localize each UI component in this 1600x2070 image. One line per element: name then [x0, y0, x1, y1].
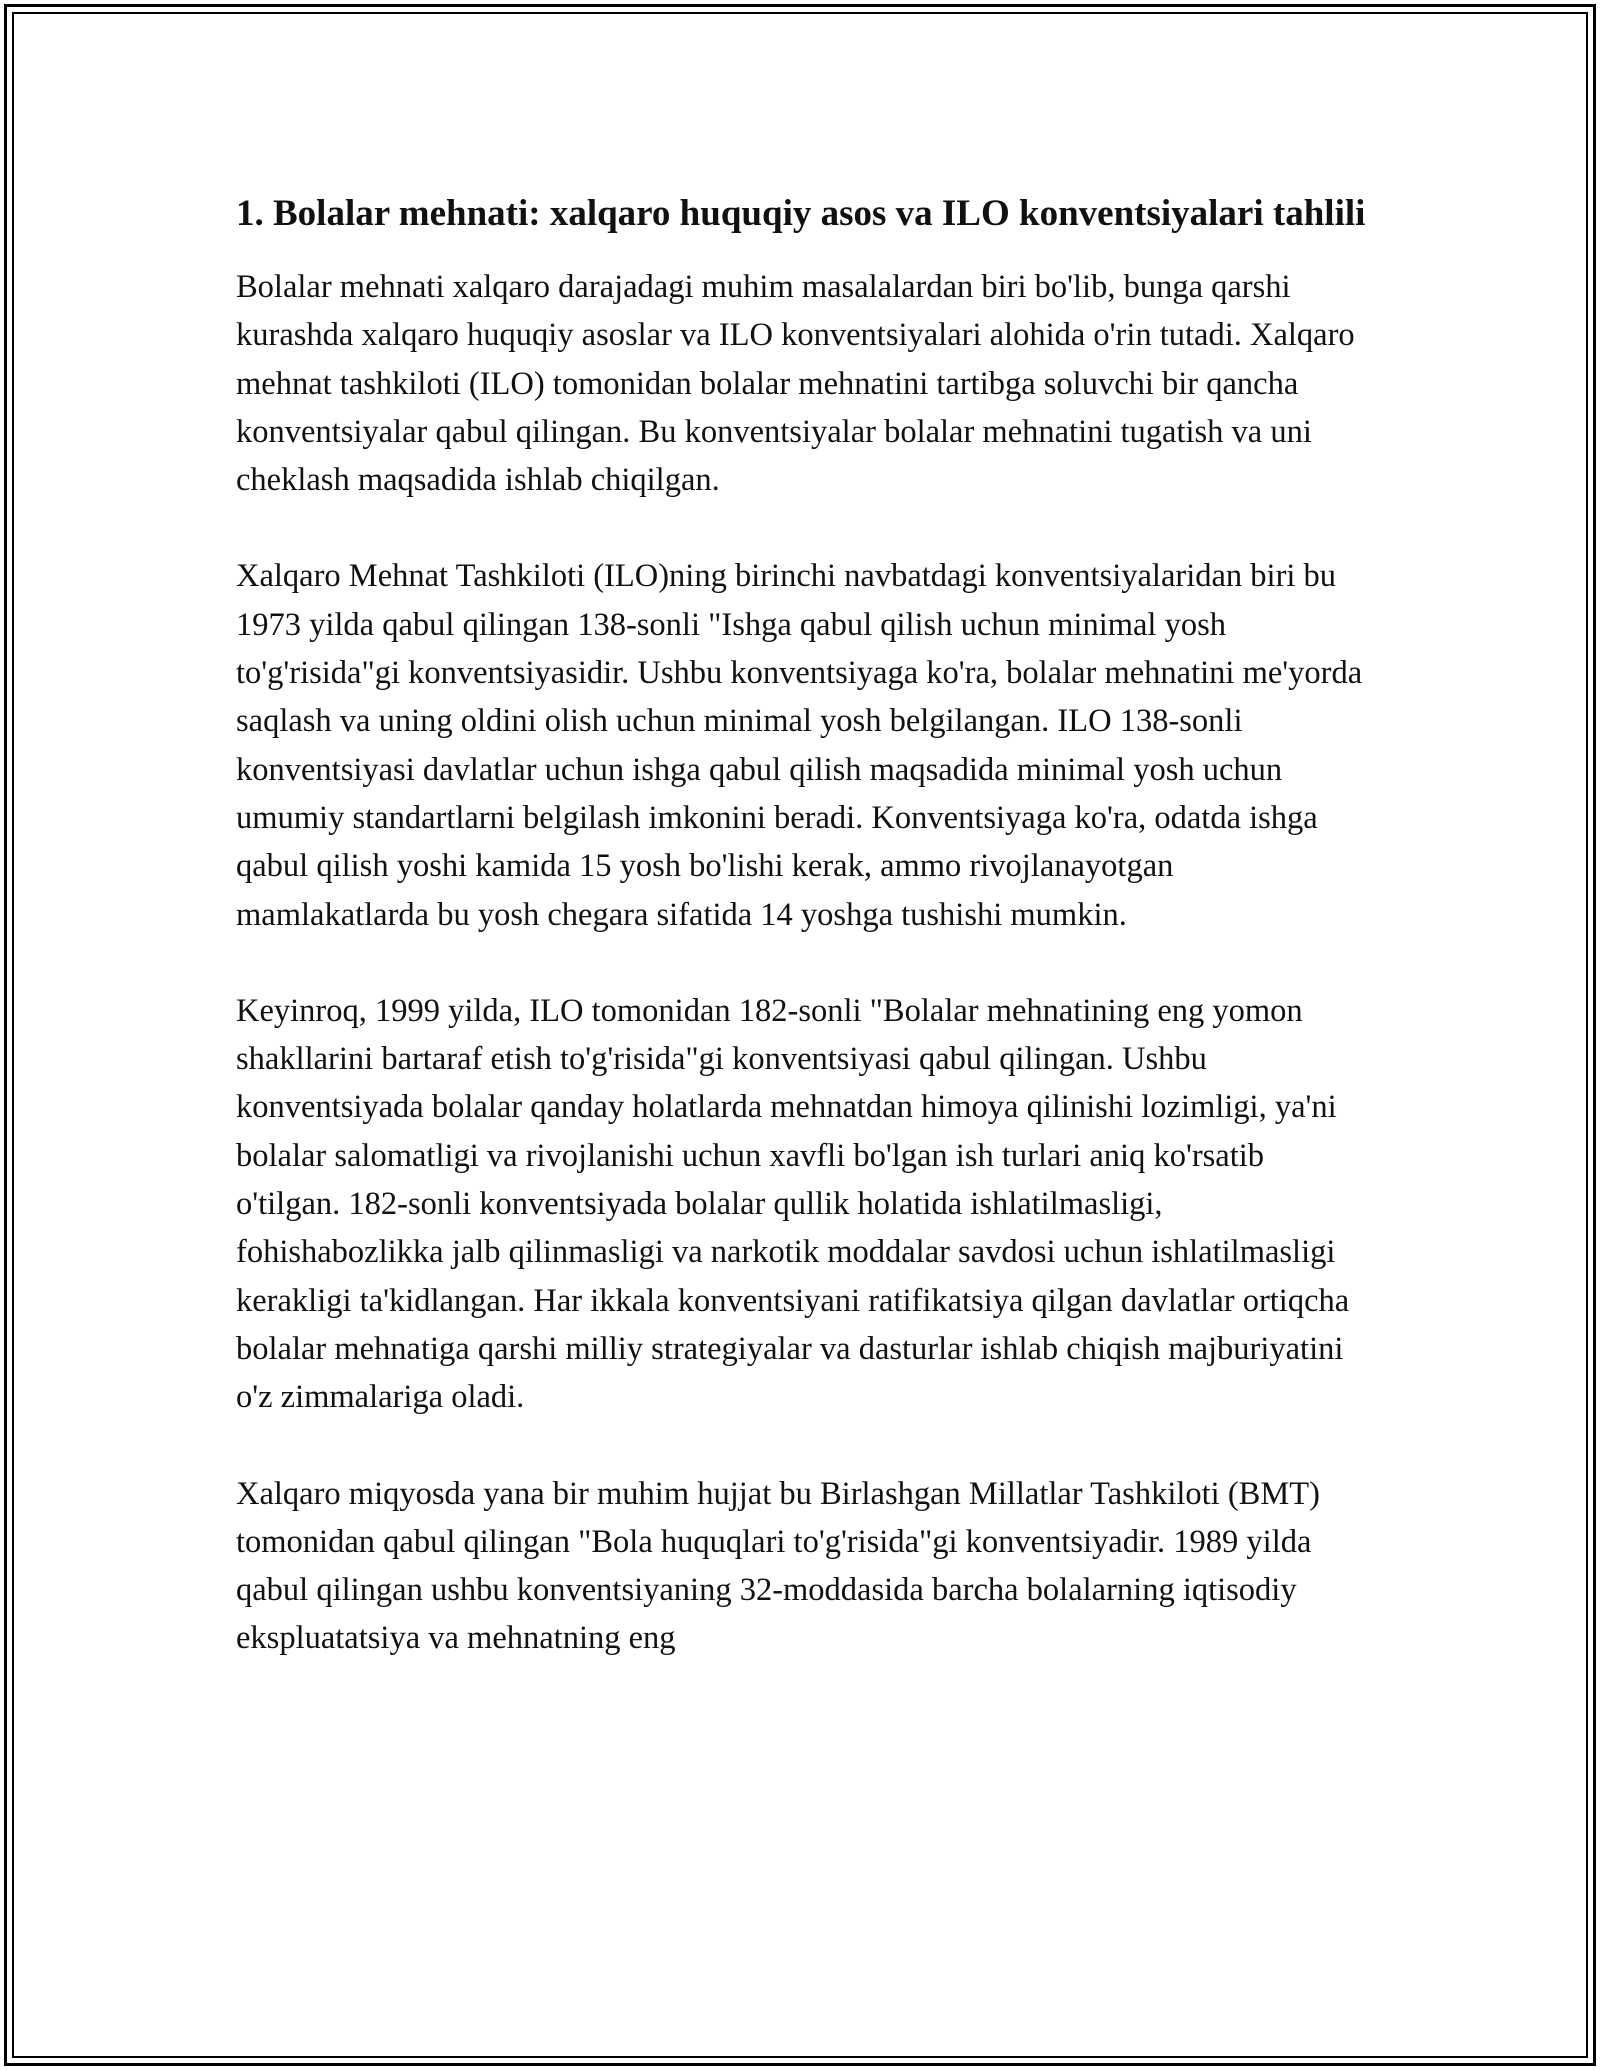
paragraph-1: Bolalar mehnati xalqaro darajadagi muhim masalalardan biri bo'lib, bunga qarshi kurashda xalqaro huquqiy asoslar va ILO konventsiyalari alohida o'rin tutadi. Xalqaro mehnat tashkiloti (ILO) tomonidan bolalar mehnatini tartibga soluvchi bir qancha konventsiyalar qabul qilingan. Bu konventsiyalar bolalar mehnatini tugatish va uni cheklash maqsadida ishlab chiqilgan.: [236, 269, 1355, 499]
document-body: [236, 186, 1366, 1711]
paragraph-3: Keyinroq, 1999 yilda, ILO tomonidan 182-sonli "Bolalar mehnatining eng yomon shakllarini bartaraf etish to'g'risida"gi konventsiyasi qabul qilingan. Ushbu konventsiyada bolalar qanday holatlarda mehnatdan himoya qilinishi lozimligi, ya'ni bolalar salomatligi va rivojlanishi uchun xavfli bo'lgan ish turlari aniq ko'rsatib o'tilgan. 182-sonli konventsiyada bolalar qullik holatida ishlatilmasligi, fohishabozlikka jalb qilinmasligi va narkotik moddalar savdosi uchun ishlatilmasligi kerakligi ta'kidlangan. Har ikkala konventsiyani ratifikatsiya qilgan davlatlar ortiqcha bolalar mehnatiga qarshi milliy strategiyalar va dasturlar ishlab chiqish majburiyatini o'z zimmalariga oladi.: [236, 992, 1350, 1416]
section-heading: 1. Bolalar mehnati: xalqaro huquqiy asos va ILO konventsiyalari tahlili: [236, 193, 1366, 234]
paragraph-4: Xalqaro miqyosda yana bir muhim hujjat bu Birlashgan Millatlar Tashkiloti (BMT) tomonidan qabul qilingan "Bola huquqlari to'g'risida"gi konventsiyadir. 1989 yilda qabul qilingan ushbu konventsiyaning 32-moddasida barcha bolalarning iqtisodiy ekspluatatsiya va mehnatning eng: [236, 1475, 1320, 1657]
paragraph-2: Xalqaro Mehnat Tashkiloti (ILO)ning birinchi navbatdagi konventsiyalaridan biri bu 1973 yilda qabul qilingan 138-sonli "Ishga qabul qilish uchun minimal yosh to'g'risida"gi konventsiyasidir. Ushbu konventsiyaga ko'ra, bolalar mehnatini me'yorda saqlash va uning oldini olish uchun minimal yosh belgilangan. ILO 138-sonli konventsiyasi davlatlar uchun ishga qabul qilish maqsadida minimal yosh uchun umumiy standartlarni belgilash imkonini beradi. Konventsiyaga ko'ra, odatda ishga qabul qilish yoshi kamida 15 yosh bo'lishi kerak, ammo rivojlanayotgan mamlakatlarda bu yosh chegara sifatida 14 yoshga tushishi mumkin.: [236, 558, 1363, 933]
